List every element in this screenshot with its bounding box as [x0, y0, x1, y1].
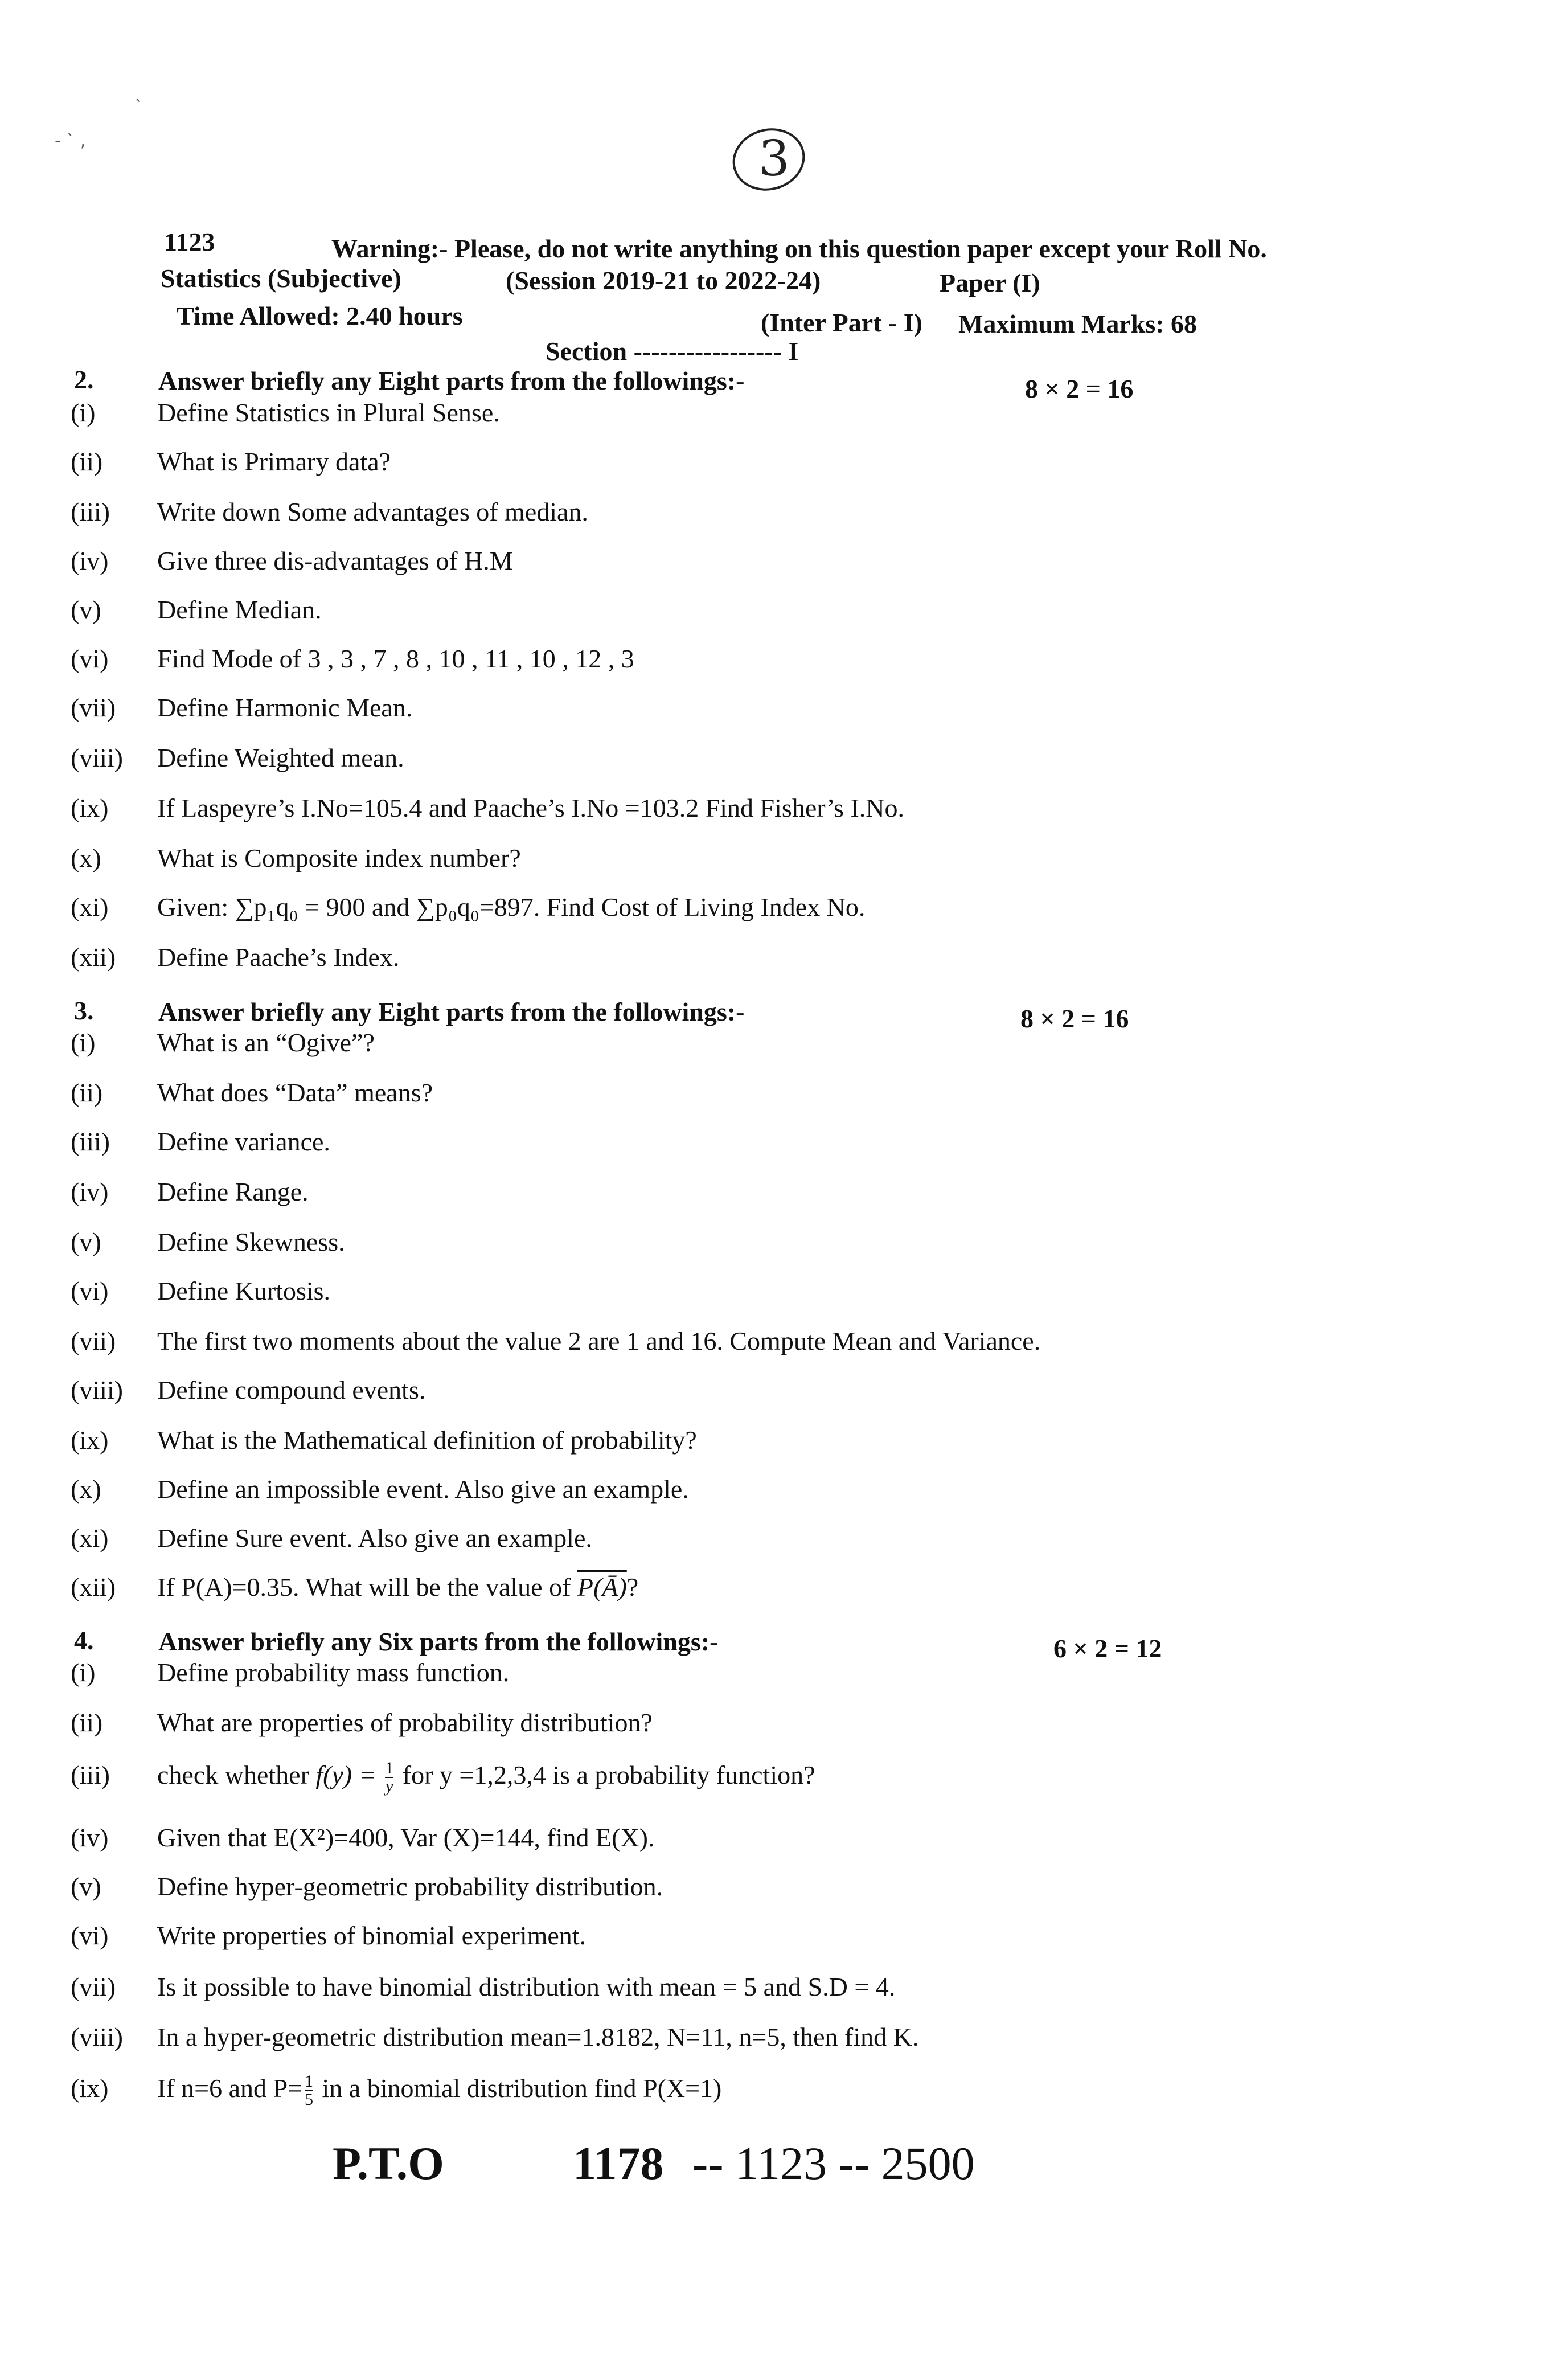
fraction [305, 2073, 313, 2108]
part-text-after: for y =1,2,3,4 is a probability function? [396, 1760, 815, 1789]
question-part [0, 497, 1546, 542]
footer-code-bold: 1178 [573, 2137, 664, 2189]
part-number: (v) [71, 1227, 101, 1256]
part-text: Define probability mass function. [157, 1658, 510, 1687]
part-text-before: If P(A)=0.35. What will be the value of [157, 1572, 577, 1601]
part-number: (vii) [71, 1326, 116, 1355]
part-number: (viii) [71, 743, 123, 772]
question-part [0, 644, 1546, 689]
part-number: (iv) [71, 1823, 109, 1852]
part-number: (iv) [71, 546, 109, 575]
part-number: (iii) [71, 1127, 110, 1156]
section-heading: Section ----------------- I [546, 337, 799, 366]
part-text: Give three dis-advantages of H.M [157, 546, 513, 575]
part-text-after: ? [626, 1572, 639, 1601]
question-part [0, 1375, 1546, 1420]
question-number: 3. [74, 996, 94, 1025]
part-number: (iii) [71, 1760, 110, 1789]
question-part [0, 446, 1546, 492]
question-part [0, 892, 1546, 937]
question-part [0, 1227, 1546, 1272]
part-number: (xi) [71, 892, 109, 921]
part-number: (x) [71, 1474, 101, 1504]
question-part [0, 1707, 1546, 1753]
part-text: What are properties of probability distribution? [157, 1708, 653, 1737]
part-text: Define Statistics in Plural Sense. [157, 398, 500, 427]
question-part [0, 546, 1546, 591]
warning-text: Warning:- Please, do not write anything on this question paper except your Roll No. [331, 234, 1267, 263]
part-number: (v) [71, 595, 101, 624]
part-number: (xii) [71, 1572, 116, 1601]
question-part [0, 1474, 1546, 1519]
question-part [0, 1276, 1546, 1321]
question-part [0, 595, 1546, 640]
part-number: (viii) [71, 1375, 123, 1404]
question-part [0, 1822, 1546, 1868]
part-text: What is the Mathematical definition of probability? [157, 1425, 697, 1455]
pto-label: P.T.O [333, 2137, 444, 2189]
subject-title: Statistics (Subjective) [161, 264, 401, 293]
session-text: (Session 2019-21 to 2022-24) [506, 266, 821, 295]
part-text: Given that E(X²)=400, Var (X)=144, find E(X). [157, 1823, 655, 1852]
question-part [0, 743, 1546, 788]
part-number: (i) [71, 1028, 96, 1057]
part-text: Define Harmonic Mean. [157, 693, 413, 722]
part-number: (vi) [71, 1921, 109, 1950]
part-number: (vii) [71, 693, 116, 722]
part-text: Is it possible to have binomial distribution with mean = 5 and S.D = 4. [157, 1972, 896, 2001]
question-number: 2. [74, 365, 94, 394]
part-text: Define Skewness. [157, 1227, 345, 1256]
part-number: (ii) [71, 1708, 103, 1737]
question-part [0, 1326, 1546, 1371]
part-text: What is Composite index number? [157, 843, 521, 872]
part-text-before: If n=6 and P= [157, 2074, 303, 2103]
question-number: 4. [74, 1626, 94, 1655]
part-number: (v) [71, 1872, 101, 1901]
part-number: (vii) [71, 1972, 116, 2001]
part-number: (iii) [71, 497, 110, 526]
circled-mark-text: 3 [758, 130, 790, 187]
fraction-denominator: 5 [305, 2090, 314, 2109]
question-marks: 8 × 2 = 16 [1025, 374, 1134, 403]
question-part [0, 1027, 1546, 1073]
part-number: (ix) [71, 793, 109, 822]
part-number: (ii) [71, 1078, 103, 1107]
part-text: What is an “Ogive”? [157, 1028, 375, 1057]
question-part [0, 1177, 1546, 1222]
question-part [0, 1572, 1546, 1617]
part-number: (vi) [71, 1276, 109, 1305]
question-marks: 8 × 2 = 16 [1020, 1004, 1129, 1033]
question-instruction: Answer briefly any Six parts from the followings:- [158, 1627, 719, 1656]
question-instruction: Answer briefly any Eight parts from the followings:- [158, 997, 745, 1026]
question-part [0, 843, 1546, 888]
part-text [157, 1572, 638, 1602]
part-text: Find Mode of 3 , 3 , 7 , 8 , 10 , 11 , 10 , 12 , 3 [157, 644, 634, 673]
question-part [0, 693, 1546, 738]
part-number: (i) [71, 1658, 96, 1687]
part-text: Define an impossible event. Also give an example. [157, 1474, 689, 1504]
question-part [0, 2073, 1546, 2119]
question-part [0, 1126, 1546, 1172]
part-text: Define Sure event. Also give an example. [157, 1523, 592, 1552]
part-text: Define Kurtosis. [157, 1276, 331, 1305]
circled-handwritten-mark [723, 120, 814, 199]
part-text: Define Weighted mean. [157, 743, 404, 772]
part-text: Write properties of binomial experiment. [157, 1921, 587, 1950]
fraction-numerator: 1 [385, 1759, 394, 1778]
part-text: If Laspeyre’s I.No=105.4 and Paache’s I.No =103.2 Find Fisher’s I.No. [157, 793, 904, 822]
time-allowed: Time Allowed: 2.40 hours [177, 301, 463, 330]
question-part [0, 1078, 1546, 1123]
part-text: What does “Data” means? [157, 1078, 433, 1107]
part-text: Write down Some advantages of median. [157, 497, 588, 526]
math-expression: P(Ā) [577, 1572, 627, 1601]
question-part [0, 1657, 1546, 1703]
math-expression: f(y) = [315, 1760, 383, 1789]
scan-speck: - ` , [55, 131, 86, 151]
question-part [0, 398, 1546, 443]
part-text: Define variance. [157, 1127, 330, 1156]
part-text-after: in a binomial distribution find P(X=1) [315, 2074, 722, 2103]
footer-code: -- 1123 -- 2500 [692, 2137, 975, 2189]
part-text: Define Paache’s Index. [157, 943, 400, 972]
question-part [0, 2022, 1546, 2067]
paper-code: 1123 [164, 227, 215, 256]
fraction-denominator: y [386, 1777, 393, 1796]
question-part [0, 1972, 1546, 2017]
part-text: What is Primary data? [157, 447, 391, 476]
question-part [0, 1920, 1546, 1966]
part-text: Define Range. [157, 1177, 309, 1206]
part-text: Define hyper-geometric probability distribution. [157, 1872, 663, 1901]
part-number: (xii) [71, 943, 116, 972]
part-text [157, 2073, 721, 2108]
question-marks: 6 × 2 = 12 [1053, 1634, 1162, 1663]
part-number: (iv) [71, 1177, 109, 1206]
question-part [0, 1523, 1546, 1568]
question-part [0, 1760, 1546, 1805]
part-text: Define Median. [157, 595, 322, 624]
question-instruction: Answer briefly any Eight parts from the followings:- [158, 366, 745, 395]
part-number: (ix) [71, 1425, 109, 1455]
part-number: (vi) [71, 644, 109, 673]
fraction-numerator: 1 [305, 2072, 314, 2091]
part-text: Given: ∑p₁q₀ = 900 and ∑p₀q₀=897. Find Cost of Living Index No. [157, 892, 866, 921]
fraction [385, 1760, 393, 1795]
part-number: (ii) [71, 447, 103, 476]
part-text: The first two moments about the value 2 are 1 and 16. Compute Mean and Variance. [157, 1326, 1041, 1355]
question-part [0, 1425, 1546, 1470]
scan-speck: ` [134, 97, 143, 117]
part-text: In a hyper-geometric distribution mean=1.8182, N=11, n=5, then find K. [157, 2022, 919, 2051]
part-text-before: check whether [157, 1760, 316, 1789]
question-part [0, 942, 1546, 988]
part-text [157, 1760, 815, 1795]
maximum-marks: Maximum Marks: 68 [958, 309, 1198, 338]
part-number: (i) [71, 398, 96, 427]
part-text: Define compound events. [157, 1375, 426, 1404]
part-number: (ix) [71, 2074, 109, 2103]
part-label: (Inter Part - I) [761, 308, 922, 337]
part-number: (viii) [71, 2022, 123, 2051]
question-part [0, 793, 1546, 838]
question-part [0, 1871, 1546, 1917]
paper-label: Paper (I) [940, 268, 1040, 297]
part-number: (xi) [71, 1523, 109, 1552]
part-number: (x) [71, 843, 101, 872]
